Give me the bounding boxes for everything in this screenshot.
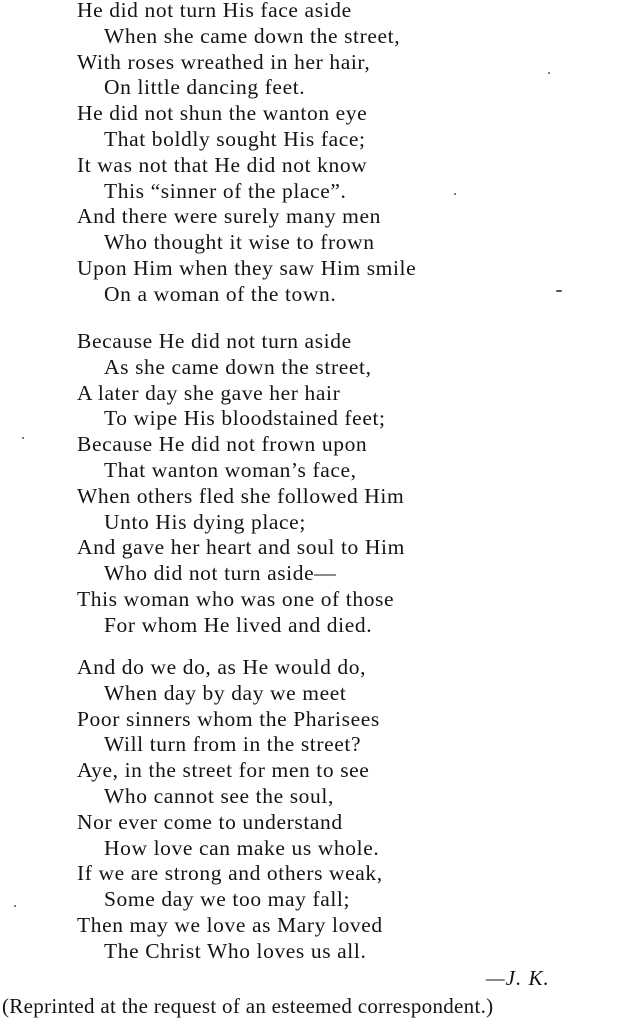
poem-line: A later day she gave her hair bbox=[77, 380, 341, 405]
scan-speck bbox=[556, 290, 562, 292]
poem-line: It was not that He did not know bbox=[77, 152, 368, 177]
poem-line: On little dancing feet. bbox=[104, 75, 306, 100]
poem-line: Unto His dying place; bbox=[104, 509, 306, 534]
poem-line: Upon Him when they saw Him smile bbox=[77, 256, 417, 280]
poem-line: The Christ Who loves us all. bbox=[104, 938, 367, 963]
poem-line: On a woman of the town. bbox=[104, 281, 337, 306]
poem-line: To wipe His bloodstained feet; bbox=[104, 406, 386, 431]
poem-line: Nor ever come to understand bbox=[77, 809, 343, 834]
scan-speck bbox=[454, 193, 456, 195]
poem-line: With roses wreathed in her hair, bbox=[77, 49, 371, 74]
poem-line: Poor sinners whom the Pharisees bbox=[77, 706, 380, 731]
poem-line: Because He did not turn aside bbox=[77, 329, 352, 353]
poem-line: When others fled she followed Him bbox=[77, 483, 405, 508]
poem-line: This woman who was one of those bbox=[77, 587, 395, 611]
poem-line: When she came down the street, bbox=[104, 23, 401, 48]
poem-line: This “sinner of the place”. bbox=[104, 178, 347, 203]
poem-line: That boldly sought His face; bbox=[104, 127, 366, 151]
poem-line: Who cannot see the soul, bbox=[104, 784, 334, 808]
poem-line: Who did not turn aside— bbox=[104, 561, 337, 586]
poem-line: Then may we love as Mary loved bbox=[77, 913, 383, 937]
poem-line: Will turn from in the street? bbox=[104, 732, 362, 757]
scan-speck bbox=[14, 905, 16, 907]
poem-line: Aye, in the street for men to see bbox=[77, 758, 370, 783]
scan-speck bbox=[548, 72, 550, 74]
poem-line: When day by day we meet bbox=[104, 680, 347, 705]
poem-line: He did not shun the wanton eye bbox=[77, 101, 368, 126]
poem-line: And there were surely many men bbox=[77, 204, 381, 229]
author-signature: —J. K. bbox=[486, 966, 550, 990]
poem-line: Who thought it wise to frown bbox=[104, 230, 375, 255]
poem-line: Some day we too may fall; bbox=[104, 887, 351, 912]
poem-line: And gave her heart and soul to Him bbox=[77, 535, 405, 560]
poem-line: If we are strong and others weak, bbox=[77, 861, 383, 886]
poem-line: That wanton woman’s face, bbox=[104, 458, 357, 482]
poem-line: For whom He lived and died. bbox=[104, 612, 373, 637]
poem-line: And do we do, as He would do, bbox=[77, 655, 367, 679]
poem-line: Because He did not frown upon bbox=[77, 432, 368, 457]
scan-speck bbox=[22, 437, 24, 439]
poem-line: How love can make us whole. bbox=[104, 835, 380, 860]
poem-line: As she came down the street, bbox=[104, 354, 372, 379]
poem-line: He did not turn His face aside bbox=[77, 0, 352, 22]
reprint-note: (Reprinted at the request of an esteemed correspondent.) bbox=[2, 994, 494, 1018]
